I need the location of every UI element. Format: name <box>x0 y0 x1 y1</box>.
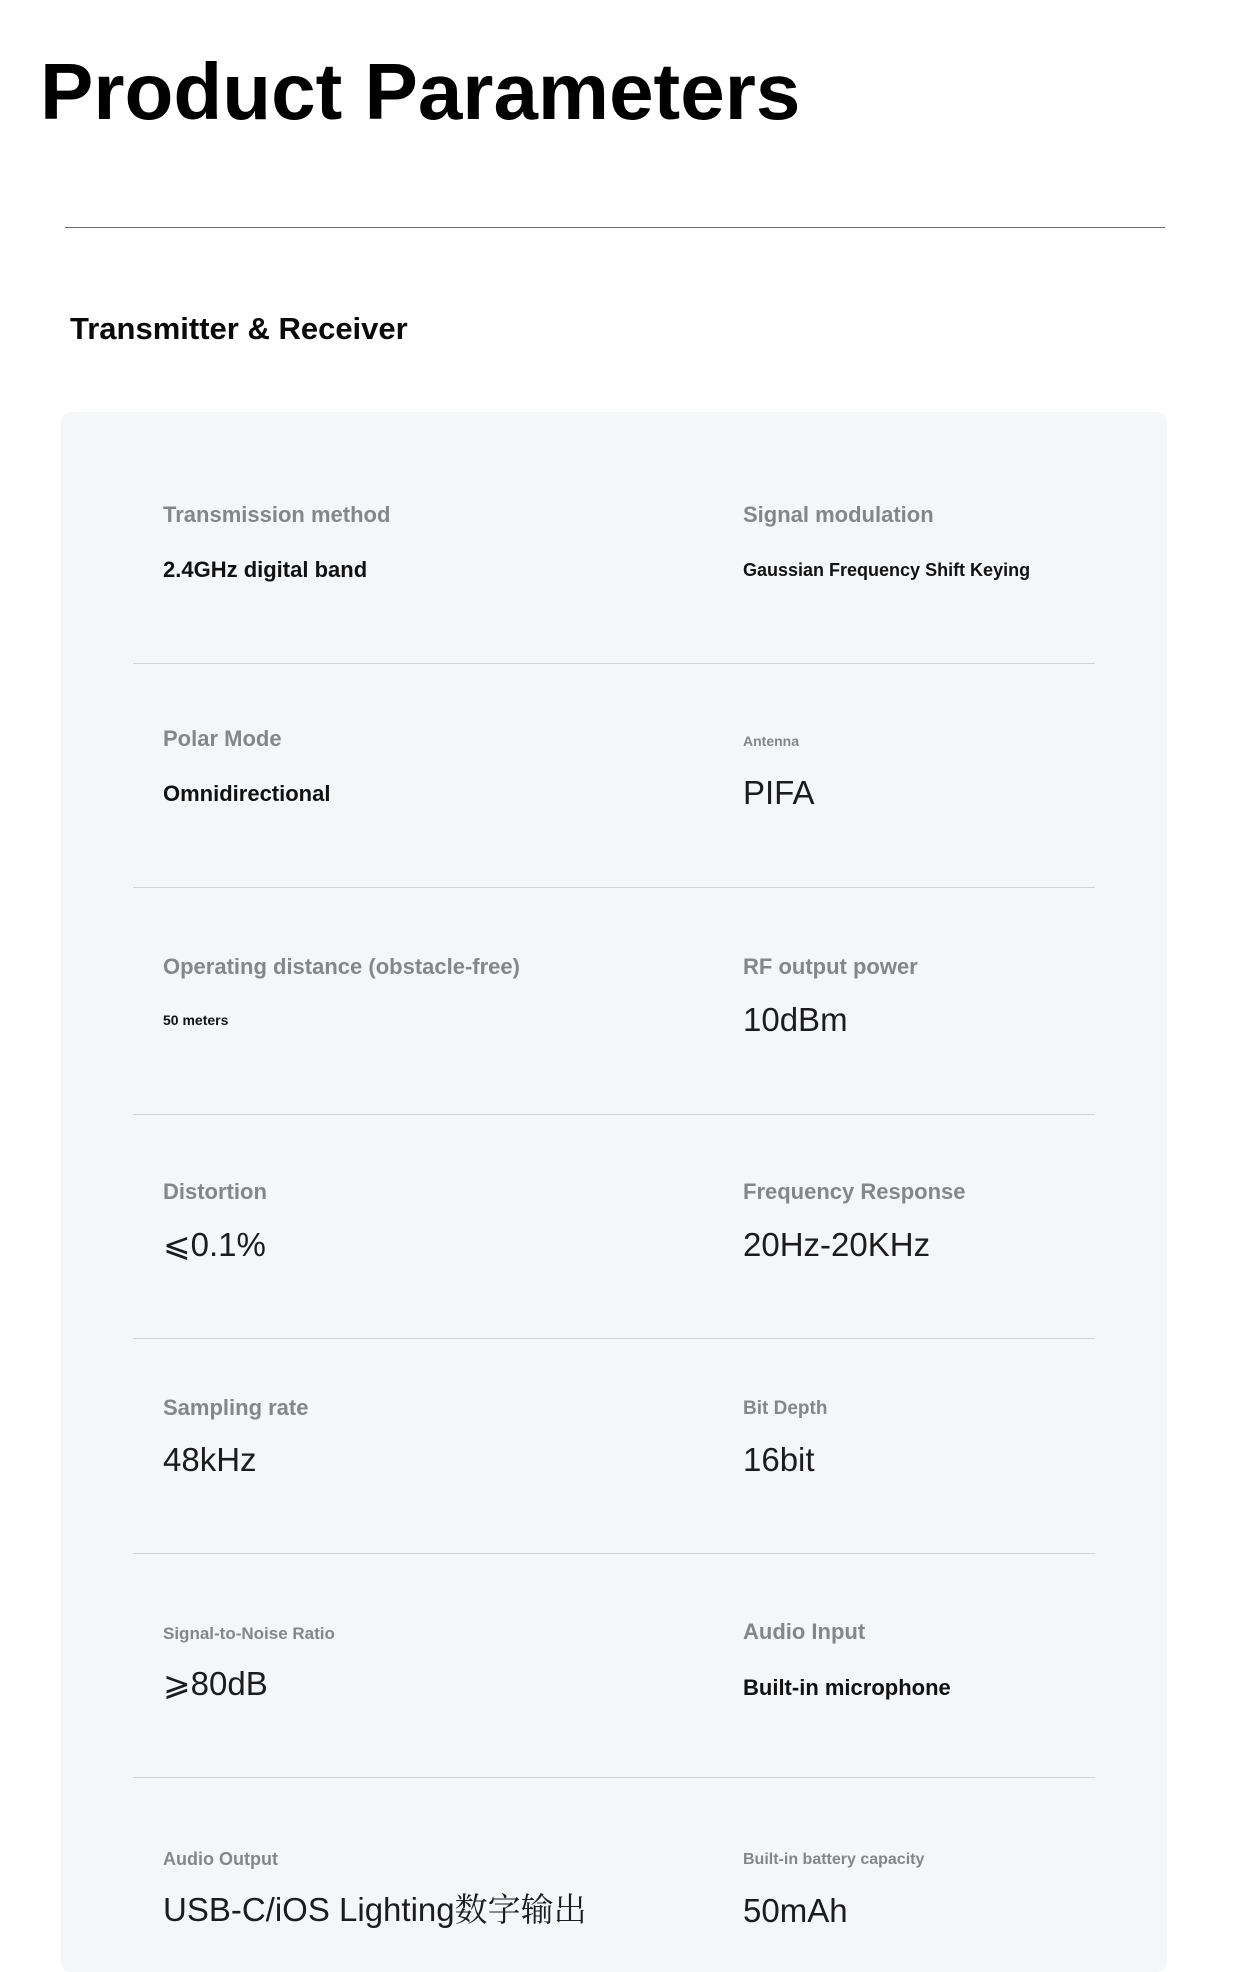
spec-row <box>133 1778 1095 1972</box>
spec-row <box>133 888 1095 1115</box>
spec-row <box>133 1115 1095 1339</box>
spec-cell <box>743 1554 951 1699</box>
spec-cell <box>743 1115 966 1261</box>
spec-cell <box>743 412 1030 579</box>
spec-value-distortion: ⩽0.1% <box>163 1226 266 1263</box>
spec-label-polar-mode: Polar Mode <box>163 726 282 751</box>
spec-cell <box>743 664 815 809</box>
spec-label-transmission-method: Transmission method <box>163 502 391 527</box>
spec-cell <box>163 1339 308 1476</box>
spec-label-bit-depth: Bit Depth <box>743 1398 828 1419</box>
spec-value-signal-modulation: Gaussian Frequency Shift Keying <box>743 560 1031 580</box>
spec-value-antenna: PIFA <box>743 774 815 811</box>
spec-label-snr: Signal-to-Noise Ratio <box>163 1624 335 1643</box>
spec-row <box>133 664 1095 888</box>
spec-cell <box>163 412 390 581</box>
spec-value-audio-input: Built-in microphone <box>743 1675 951 1700</box>
spec-label-signal-modulation: Signal modulation <box>743 502 934 527</box>
spec-cell <box>743 1339 827 1476</box>
title-divider <box>65 227 1165 228</box>
spec-cell <box>163 664 330 805</box>
spec-label-audio-input: Audio Input <box>743 1619 866 1644</box>
spec-value-operating-distance: 50 meters <box>163 1012 229 1028</box>
spec-value-frequency-response: 20Hz-20KHz <box>743 1226 931 1263</box>
spec-label-frequency-response: Frequency Response <box>743 1179 966 1204</box>
spec-label-operating-distance: Operating distance (obstacle-free) <box>163 954 520 979</box>
spec-value-sampling-rate: 48kHz <box>163 1441 257 1478</box>
spec-label-sampling-rate: Sampling rate <box>163 1395 309 1420</box>
spec-card <box>61 412 1167 1972</box>
spec-value-rf-output-power: 10dBm <box>743 1001 848 1038</box>
spec-row <box>133 1339 1095 1554</box>
spec-label-rf-output-power: RF output power <box>743 954 918 979</box>
spec-value-transmission-method: 2.4GHz digital band <box>163 557 368 582</box>
spec-cell <box>163 1778 587 1926</box>
spec-value-polar-mode: Omnidirectional <box>163 781 331 806</box>
spec-value-bit-depth: 16bit <box>743 1441 815 1478</box>
spec-label-antenna: Antenna <box>743 733 799 749</box>
spec-label-battery-capacity: Built-in battery capacity <box>743 1851 925 1868</box>
spec-label-distortion: Distortion <box>163 1179 267 1204</box>
spec-value-battery-capacity: 50mAh <box>743 1892 848 1929</box>
spec-label-audio-output: Audio Output <box>163 1849 278 1869</box>
page-title: Product Parameters <box>40 47 801 136</box>
spec-value-audio-output: USB-C/iOS Lighting数字输出 <box>163 1891 587 1928</box>
spec-cell <box>163 1115 267 1261</box>
spec-cell <box>163 1554 335 1700</box>
section-title: Transmitter & Receiver <box>70 311 408 346</box>
spec-cell <box>163 888 520 1027</box>
spec-cell <box>743 888 918 1036</box>
spec-value-snr: ⩾80dB <box>163 1665 268 1702</box>
spec-row <box>133 412 1095 664</box>
spec-row <box>133 1554 1095 1778</box>
spec-cell <box>743 1778 924 1927</box>
